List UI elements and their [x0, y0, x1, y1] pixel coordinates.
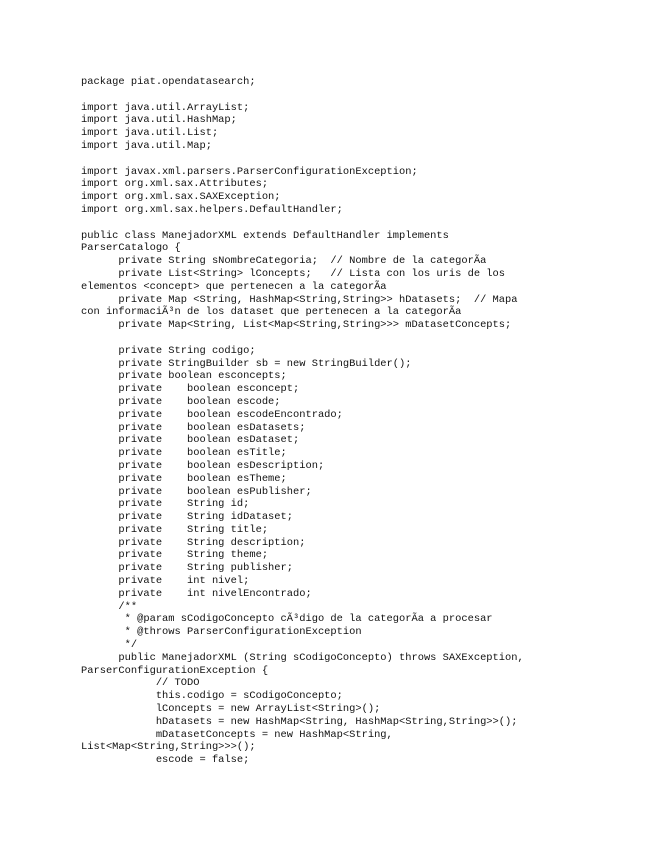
code-line: escode = false; — [81, 754, 250, 767]
code-line: private Map<String, List<Map<String,String>>> mDatasetConcepts; — [81, 319, 512, 332]
code-line: ParserCatalogo { — [81, 242, 181, 255]
code-line: private String id; — [81, 498, 250, 511]
code-line: // TODO — [81, 677, 200, 690]
code-line: private String codigo; — [81, 344, 256, 357]
code-line: private boolean esPublisher; — [81, 485, 312, 498]
code-line: import java.util.HashMap; — [81, 114, 237, 127]
code-line: List<Map<String,String>>>(); — [81, 741, 256, 754]
code-line: private boolean esTheme; — [81, 472, 287, 485]
code-line: private String theme; — [81, 549, 269, 562]
code-line: import org.xml.sax.SAXException; — [81, 191, 281, 204]
code-line: private String title; — [81, 523, 269, 536]
code-line — [81, 332, 651, 345]
code-line — [81, 217, 651, 230]
code-line: package piat.opendatasearch; — [81, 76, 256, 88]
code-line: import java.util.Map; — [81, 139, 212, 152]
code-line: elementos <concept> que pertenecen a la categorÃa — [81, 280, 387, 293]
code-line: public ManejadorXML (String sCodigoConcepto) throws SAXException, — [81, 651, 524, 664]
code-line: import java.util.List; — [81, 127, 219, 140]
code-line: private List<String> lConcepts; // Lista con los uris de los — [81, 267, 506, 280]
code-line: private boolean esDescription; — [81, 459, 325, 472]
code-line: import java.util.ArrayList; — [81, 101, 250, 114]
code-line: private boolean esTitle; — [81, 447, 287, 460]
code-line: */ — [81, 639, 138, 652]
code-line: private Map <String, HashMap<String,String>> hDatasets; // Mapa — [81, 293, 518, 306]
code-line — [81, 153, 651, 166]
code-line: * @throws ParserConfigurationException — [81, 626, 362, 639]
code-line: private String idDataset; — [81, 511, 294, 524]
code-line: private int nivel; — [81, 575, 250, 588]
code-line: ParserConfigurationException { — [81, 664, 269, 677]
code-line: private StringBuilder sb = new StringBuilder(); — [81, 357, 412, 370]
code-line: /** — [81, 600, 138, 613]
code-line: private String sNombreCategoria; // Nombre de la categorÃa — [81, 255, 487, 268]
code-line: private boolean esDatasets; — [81, 421, 306, 434]
code-line: private String description; — [81, 536, 306, 549]
code-line: private boolean esconcepts; — [81, 370, 287, 383]
code-listing — [81, 76, 651, 767]
code-line: this.codigo = sCodigoConcepto; — [81, 690, 343, 703]
code-line: private int nivelEncontrado; — [81, 587, 312, 600]
code-line: public class ManejadorXML extends DefaultHandler implements — [81, 229, 449, 242]
code-line: import org.xml.sax.helpers.DefaultHandler; — [81, 203, 343, 216]
code-line: con informaciÃ³n de los dataset que pertenecen a la categorÃa — [81, 306, 462, 319]
code-line: lConcepts = new ArrayList<String>(); — [81, 703, 381, 716]
code-line: import javax.xml.parsers.ParserConfigurationException; — [81, 165, 418, 178]
code-line — [81, 89, 651, 102]
code-line: private boolean esconcept; — [81, 383, 300, 396]
code-line: * @param sCodigoConcepto cÃ³digo de la categorÃa a procesar — [81, 613, 493, 626]
code-line: hDatasets = new HashMap<String, HashMap<String,String>>(); — [81, 715, 518, 728]
code-line: private boolean escodeEncontrado; — [81, 408, 343, 421]
code-line: private boolean escode; — [81, 395, 281, 408]
code-line: mDatasetConcepts = new HashMap<String, — [81, 728, 393, 741]
code-line: private String publisher; — [81, 562, 294, 575]
code-line: import org.xml.sax.Attributes; — [81, 178, 269, 191]
code-line: private boolean esDataset; — [81, 434, 300, 447]
